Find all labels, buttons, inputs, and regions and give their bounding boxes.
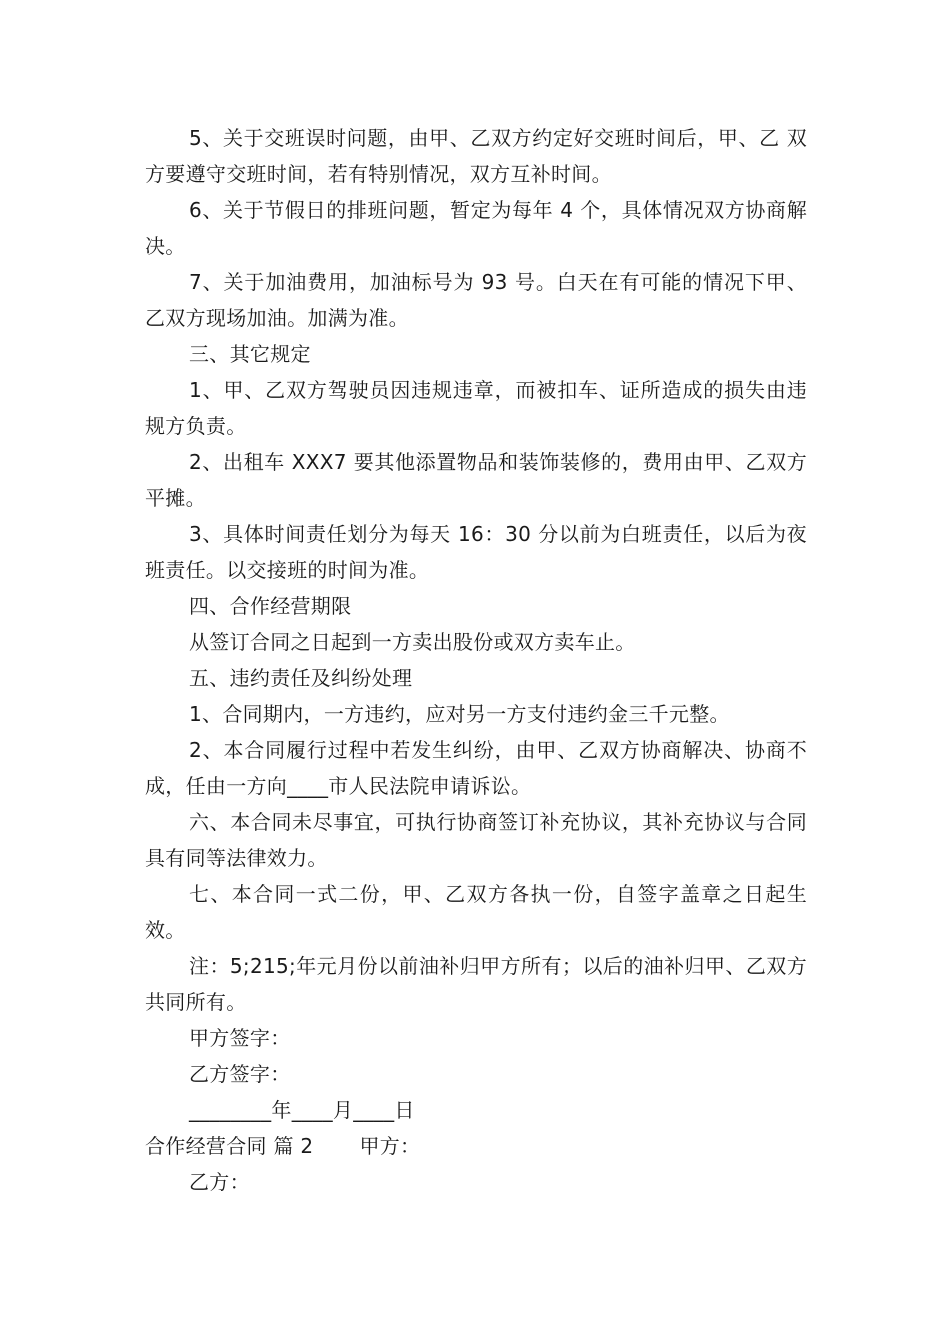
heading-other-rules: 三、其它规定 (189, 342, 311, 366)
paragraph-supplementary-agreement: 六、本合同未尽事宜，可执行协商签订补充协议，其补充协议与合同具有同等法律效力。 (145, 810, 807, 870)
paragraph-holiday-schedule: 6、关于节假日的排班问题，暂定为每年 4 个，具体情况双方协商解决。 (145, 198, 807, 258)
paragraph-penalty: 1、合同期内，一方违约，应对另一方支付违约金三千元整。 (189, 702, 730, 726)
signature-date: ________年____月____日 (189, 1098, 415, 1122)
paragraph-copies-effective: 七、本合同一式二份，甲、乙双方各执一份，自签字盖章之日起生效。 (145, 882, 807, 942)
paragraph-shift-delay: 5、关于交班误时问题，由甲、乙双方约定好交班时间后，甲、乙 双方要遵守交班时间，若有特别情况，双方互补时间。 (145, 126, 807, 186)
paragraph-fuel-cost: 7、关于加油费用，加油标号为 93 号。白天在有可能的情况下甲、乙双方现场加油。加满为准。 (145, 270, 807, 330)
document-page (145, 120, 807, 1200)
paragraph-note-fuel-subsidy: 注：5;215;年元月份以前油补归甲方所有；以后的油补归甲、乙双方共同所有。 (145, 954, 807, 1014)
section2-party-a: 甲方： (359, 1134, 421, 1158)
paragraph-dispute-resolution: 2、本合同履行过程中若发生纠纷，由甲、乙双方协商解决、协商不成，任由一方向____市人民法院申请诉讼。 (145, 738, 807, 798)
heading-liability-disputes: 五、违约责任及纠纷处理 (189, 666, 413, 690)
signature-party-a: 甲方签字： (189, 1026, 291, 1050)
paragraph-term-detail: 从签订合同之日起到一方卖出股份或双方卖车止。 (189, 630, 636, 654)
heading-cooperation-term: 四、合作经营期限 (189, 594, 352, 618)
paragraph-responsibility-time: 3、具体时间责任划分为每天 16：30 分以前为白班责任，以后为夜班责任。以交接班的时间为准。 (145, 522, 807, 582)
section2-party-b: 乙方： (189, 1170, 250, 1194)
section2-title: 合作经营合同 篇 2 (145, 1134, 314, 1158)
signature-party-b: 乙方签字： (189, 1062, 291, 1086)
paragraph-violation-loss: 1、甲、乙双方驾驶员因违规违章，而被扣车、证所造成的损失由违规方负责。 (145, 378, 807, 438)
paragraph-decoration-cost: 2、出租车 XXX7 要其他添置物品和装饰装修的，费用由甲、乙双方平摊。 (145, 450, 807, 510)
section2-header-line (145, 1128, 807, 1164)
